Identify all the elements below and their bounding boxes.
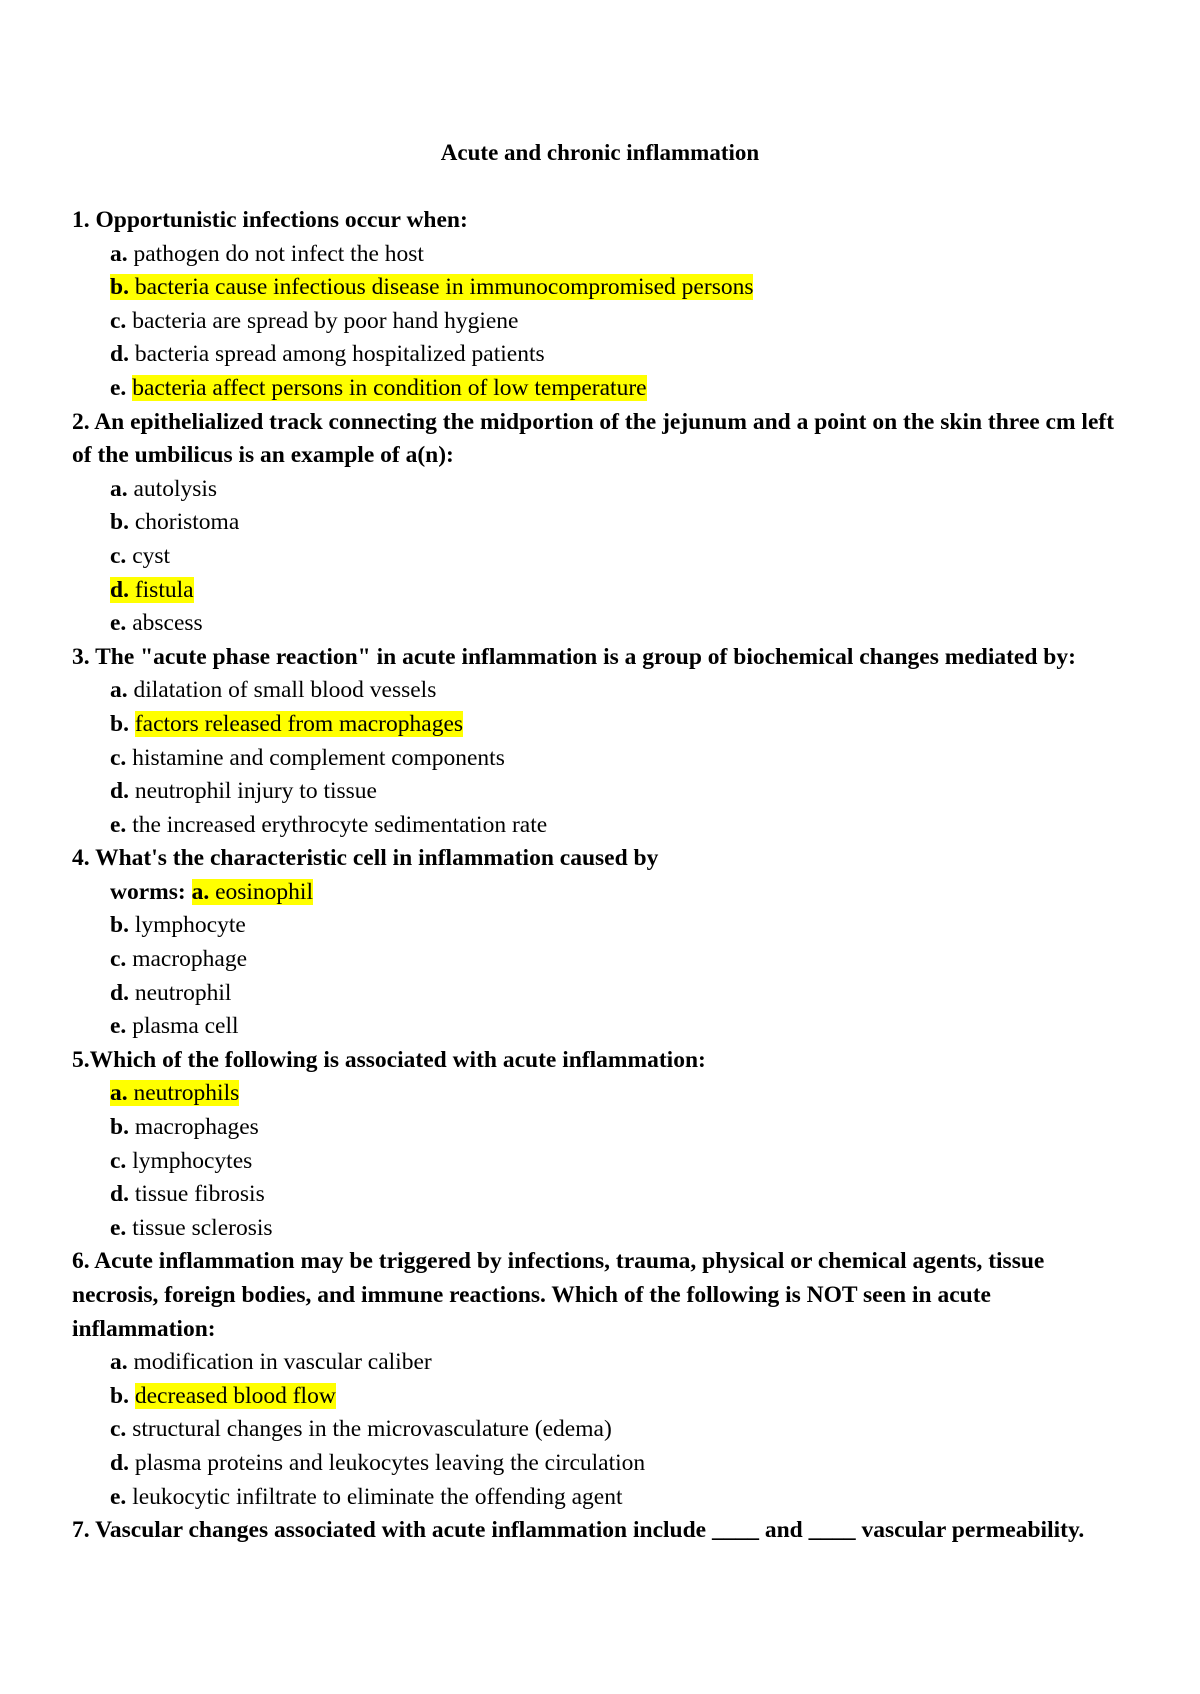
question-4-option-d: d. neutrophil	[110, 979, 232, 1006]
question-3-option-e: e. the increased erythrocyte sedimentation rate	[110, 811, 548, 838]
question-4-option-c: c. macrophage	[110, 946, 248, 973]
question-1-option-c: c. bacteria are spread by poor hand hygiene	[110, 307, 519, 334]
question-1-option-e: e. bacteria affect persons in condition of low temperature	[110, 374, 647, 401]
question-6-option-c: c. structural changes in the microvasculature (edema)	[110, 1416, 612, 1443]
question-3-stem: 3. The "acute phase reaction" in acute inflammation is a group of biochemical changes mediated by:	[72, 643, 1076, 670]
highlighted-answer: bacteria affect persons in condition of low temperature	[132, 374, 647, 401]
question-2-option-a: a. autolysis	[110, 475, 218, 502]
question-7-stem: 7. Vascular changes associated with acute inflammation include ____ and ____ vascular permeability.	[72, 1517, 1085, 1544]
question-1-option-d: d. bacteria spread among hospitalized patients	[110, 341, 545, 368]
question-5-option-e: e. tissue sclerosis	[110, 1214, 273, 1241]
highlighted-answer: decreased blood flow	[134, 1382, 336, 1409]
question-6-option-d: d. plasma proteins and leukocytes leaving the circulation	[110, 1449, 646, 1476]
question-1-option-a: a. pathogen do not infect the host	[110, 240, 424, 267]
document-title: Acute and chronic inflammation	[440, 140, 760, 165]
question-2-option-e: e. abscess	[110, 610, 203, 637]
question-6-option-b: b. decreased blood flow	[110, 1382, 336, 1409]
question-2-option-d	[72, 574, 1132, 608]
question-1-option-b	[72, 271, 1132, 305]
question-5-option-c: c. lymphocytes	[110, 1147, 253, 1174]
question-6-option-a: a. modification in vascular caliber	[110, 1349, 432, 1376]
highlighted-answer: a. eosinophil	[191, 878, 313, 905]
question-3-option-a: a. dilatation of small blood vessels	[110, 677, 437, 704]
question-list	[72, 204, 1132, 1548]
highlighted-answer: factors released from macrophages	[134, 710, 464, 737]
question-2-stem: 2. An epithelialized track connecting the midportion of the jejunum and a point on the skin three cm left of the umbilicus is an example of a(n):	[72, 408, 1115, 469]
question-2-option-b: b. choristoma	[110, 509, 240, 536]
question-3-option-d: d. neutrophil injury to tissue	[110, 778, 377, 805]
question-4-option-a	[72, 876, 1132, 910]
question-6-option-e: e. leukocytic infiltrate to eliminate the offending agent	[110, 1483, 623, 1510]
question-6-stem: 6. Acute inflammation may be triggered by infections, trauma, physical or chemical agents, tissue necrosis, foreign bodies, and immune reactions. Which of the following is NOT seen in acute inflammation:	[72, 1248, 1045, 1342]
question-5-stem: 5.Which of the following is associated with acute inflammation:	[72, 1046, 706, 1073]
question-4-option-b: b. lymphocyte	[110, 912, 246, 939]
question-5-option-d: d. tissue fibrosis	[110, 1181, 265, 1208]
question-5-option-a	[72, 1077, 1132, 1111]
highlighted-answer: b. bacteria cause infectious disease in immunocompromised persons	[110, 274, 754, 301]
question-3-option-c: c. histamine and complement components	[110, 744, 505, 771]
question-4-stem: 4. What's the characteristic cell in inflammation caused by	[72, 845, 659, 872]
highlighted-answer: a. neutrophils	[110, 1080, 240, 1107]
question-5-option-b: b. macrophages	[110, 1114, 259, 1141]
question-2-option-c: c. cyst	[110, 542, 171, 569]
question-1-stem: 1. Opportunistic infections occur when:	[72, 207, 468, 233]
highlighted-answer: d. fistula	[110, 576, 194, 603]
question-4-stem-continuation: worms:	[110, 878, 186, 905]
question-4-option-e: e. plasma cell	[110, 1013, 239, 1040]
question-3-option-b: b. factors released from macrophages	[110, 710, 464, 737]
